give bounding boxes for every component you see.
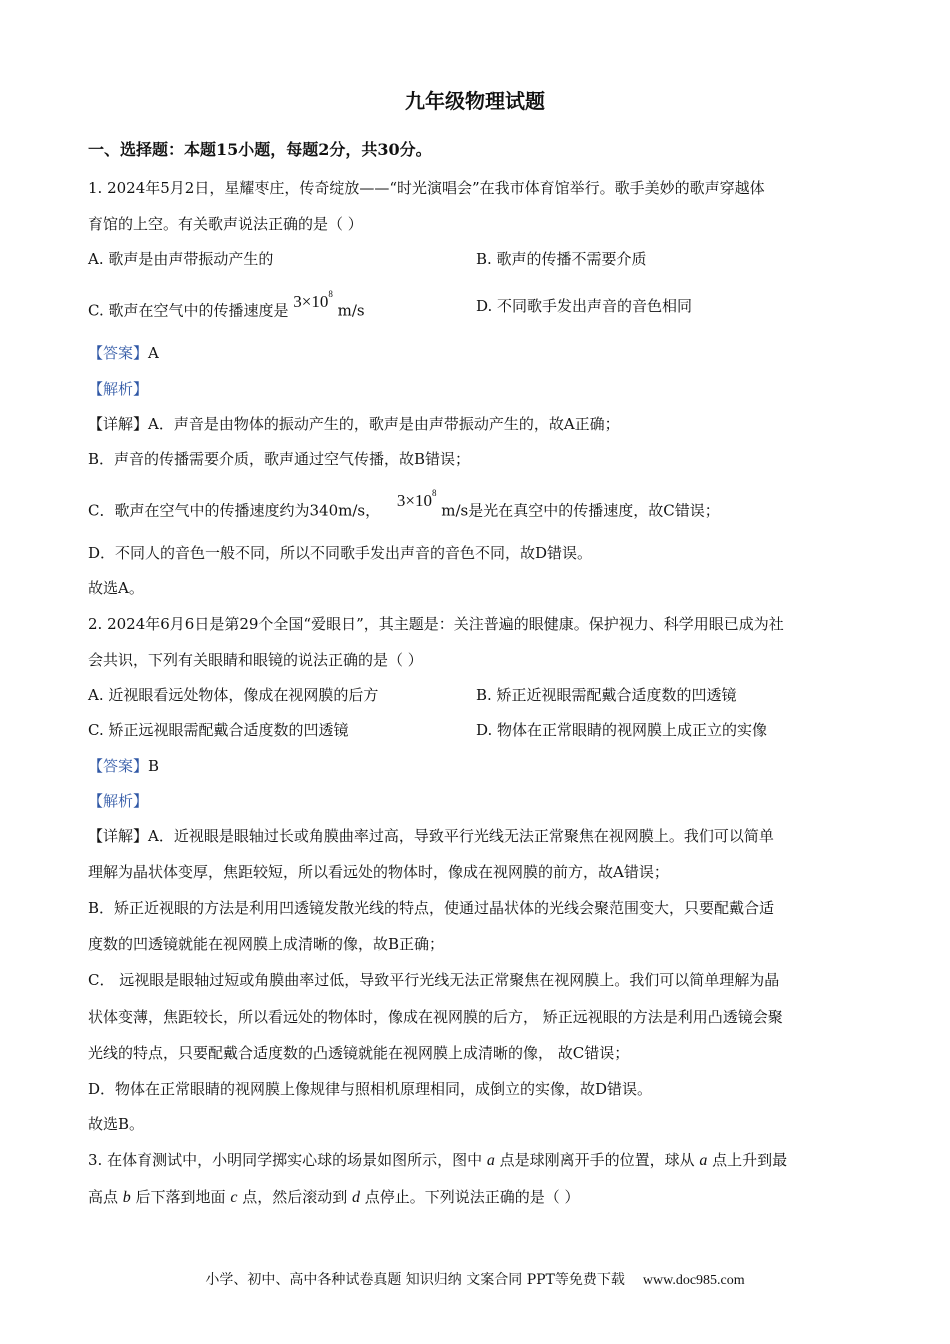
page-footer	[0, 1270, 950, 1291]
q1-analysis-tag: 【解析】	[88, 380, 149, 398]
answer-tag: 【答案】	[88, 344, 149, 362]
q2-detail-c-3: 光线的特点，只要配戴合适度数的凸透镜就能在视网膜上成清晰的像， 故C错误；	[88, 1044, 630, 1062]
q2-detail-d: D．物体在正常眼睛的视网膜上像规律与照相机原理相同，成倒立的实像，故D错误。	[88, 1080, 653, 1098]
formula-base: 3×10	[293, 291, 329, 311]
formula-exponent: 8	[431, 488, 437, 498]
stem-text: 3. 在体育测试中，小明同学掷实心球的场景如图所示，图中	[88, 1151, 487, 1169]
stem-text: 后下落到地面	[130, 1188, 231, 1206]
q1-detail-a	[88, 414, 620, 434]
detail-text: A．声音是由物体的振动产生的，歌声是由声带振动产生的，故A正确；	[148, 415, 620, 433]
q2-option-a: A. 近视眼看远处物体，像成在视网膜的后方	[88, 686, 379, 704]
formula-exponent: 8	[328, 289, 333, 299]
detail-tag: 【详解】	[88, 827, 149, 845]
q1-detail-c	[88, 488, 720, 521]
q1-option-c-text: C. 歌声在空气中的传播速度是	[88, 301, 289, 320]
q1-option-b: B. 歌声的传播不需要介质	[476, 250, 647, 268]
q1-detail-b: B．声音的传播需要介质，歌声通过空气传播，故B错误；	[88, 450, 471, 468]
q2-detail-b-1: B．矫正近视眼的方法是利用凹透镜发散光线的特点，使通过晶状体的光线会聚范围变大，只要配戴合适	[88, 899, 775, 917]
q2-conclusion: 故选B。	[88, 1115, 145, 1133]
q2-detail-a-2: 理解为晶状体变厚，焦距较短，所以看远处的物体时，像成在视网膜的前方，故A错误；	[88, 863, 669, 881]
q1-detail-formula	[396, 488, 437, 510]
q2-option-d: D. 物体在正常眼睛的视网膜上成正立的实像	[476, 721, 768, 739]
stem-text: 高点	[88, 1188, 123, 1206]
stem-text: 点上升到最	[707, 1151, 788, 1169]
detail-c-post: m/s是光在真空中的传播速度，故C错误；	[441, 501, 720, 520]
q3-stem-line-1	[88, 1150, 787, 1171]
q2-stem-line-1: 2. 2024年6月6日是第29个全国“爱眼日”，其主题是：关注普遍的眼健康。保护视力、科学用眼已成为社	[88, 615, 784, 633]
footer-text: 小学、初中、高中各种试卷真题 知识归纳 文案合同 PPT等免费下载	[205, 1272, 625, 1288]
q1-option-d: D. 不同歌手发出声音的音色相同	[476, 297, 693, 315]
point-a-label: a	[486, 1152, 495, 1169]
q1-option-a: A. 歌声是由声带振动产生的	[88, 250, 274, 268]
q2-answer	[88, 756, 159, 776]
answer-value: A	[148, 344, 159, 362]
q1-stem-line-2: 育馆的上空。有关歌声说法正确的是（ ）	[88, 215, 363, 233]
q2-detail-b-2: 度数的凹透镜就能在视网膜上成清晰的像，故B正确；	[88, 935, 445, 953]
q1-conclusion: 故选A。	[88, 579, 144, 597]
stem-text: 点停止。下列说法正确的是（ ）	[359, 1188, 580, 1206]
q2-option-c: C. 矫正远视眼需配戴合适度数的凹透镜	[88, 721, 349, 739]
detail-text: A．近视眼是眼轴过长或角膜曲率过高，导致平行光线无法正常聚焦在视网膜上。我们可以简单	[148, 827, 774, 845]
q1-option-c-unit: m/s	[337, 301, 365, 320]
q1-option-c-formula	[293, 289, 333, 311]
footer-url[interactable]: www.doc985.com	[642, 1273, 745, 1288]
section-heading: 一、选择题：本题15小题，每题2分，共30分。	[88, 140, 432, 159]
answer-value: B	[148, 757, 160, 775]
q2-detail-c-2: 状体变薄，焦距较长，所以看远处的物体时，像成在视网膜的后方， 矫正远视眼的方法是利用凸透镜会聚	[88, 1008, 783, 1026]
q1-detail-d: D．不同人的音色一般不同，所以不同歌手发出声音的音色不同，故D错误。	[88, 544, 593, 562]
stem-text: 点是球刚离开手的位置，球从	[494, 1151, 700, 1169]
q2-detail-a-1	[88, 826, 774, 846]
formula-base: 3×10	[396, 490, 432, 510]
point-b-label: b	[122, 1189, 131, 1206]
q1-stem-line-1: 1. 2024年5月2日，星耀枣庄，传奇绽放——“时光演唱会”在我市体育馆举行。歌手美妙的歌声穿越体	[88, 179, 765, 197]
q3-stem-line-2	[88, 1187, 580, 1208]
q1-option-c	[88, 289, 365, 321]
stem-text: 点，然后滚动到	[237, 1188, 352, 1206]
q2-detail-c-1: C． 远视眼是眼轴过短或角膜曲率过低，导致平行光线无法正常聚焦在视网膜上。我们可以简单理解为晶	[88, 971, 780, 989]
page-title: 九年级物理试题	[405, 89, 545, 113]
q2-option-b: B. 矫正近视眼需配戴合适度数的凹透镜	[476, 686, 737, 704]
q1-answer	[88, 343, 159, 363]
q2-analysis-tag: 【解析】	[88, 792, 149, 810]
q2-stem-line-2: 会共识，下列有关眼睛和眼镜的说法正确的是（ ）	[88, 651, 423, 669]
answer-tag: 【答案】	[88, 757, 149, 775]
detail-tag: 【详解】	[88, 415, 149, 433]
point-c-label: c	[230, 1189, 238, 1206]
detail-c-text: C．歌声在空气中的传播速度约为340m/s，	[88, 501, 381, 520]
point-a-label: a	[699, 1152, 708, 1169]
point-d-label: d	[351, 1189, 360, 1206]
